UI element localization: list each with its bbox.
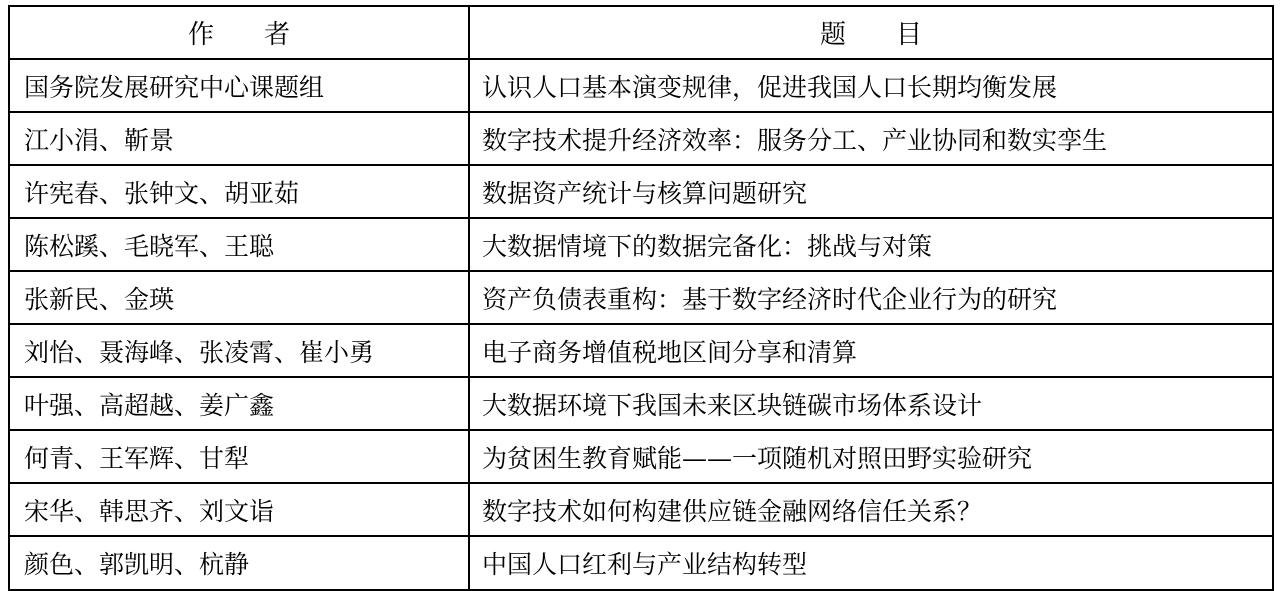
column-header-title [469, 6, 1273, 59]
cell-author: 国务院发展研究中心课题组 [9, 59, 469, 112]
cell-title: 认识人口基本演变规律，促进我国人口长期均衡发展 [469, 59, 1273, 112]
articles-table [8, 5, 1274, 591]
cell-title: 大数据环境下我国未来区块链碳市场体系设计 [469, 377, 1273, 430]
cell-title: 数字技术提升经济效率：服务分工、产业协同和数实孪生 [469, 112, 1273, 165]
column-header-author-label: 作 者 [187, 20, 302, 50]
cell-author: 张新民、金瑛 [9, 271, 469, 324]
cell-title: 大数据情境下的数据完备化：挑战与对策 [469, 218, 1273, 271]
cell-title: 电子商务增值税地区间分享和清算 [469, 324, 1273, 377]
cell-title: 资产负债表重构：基于数字经济时代企业行为的研究 [469, 271, 1273, 324]
cell-title: 数据资产统计与核算问题研究 [469, 165, 1273, 218]
table-row [9, 377, 1273, 430]
cell-author: 颜色、郭凯明、杭静 [9, 536, 469, 590]
table-row [9, 165, 1273, 218]
table-row [9, 430, 1273, 483]
cell-title: 为贫困生教育赋能——一项随机对照田野实验研究 [469, 430, 1273, 483]
cell-author: 陈松蹊、毛晓军、王聪 [9, 218, 469, 271]
cell-author: 叶强、高超越、姜广鑫 [9, 377, 469, 430]
table-row [9, 324, 1273, 377]
cell-author: 何青、王军辉、甘犁 [9, 430, 469, 483]
cell-title: 数字技术如何构建供应链金融网络信任关系？ [469, 483, 1273, 536]
column-header-title-label: 题 目 [819, 20, 934, 50]
table-row [9, 271, 1273, 324]
cell-title: 中国人口红利与产业结构转型 [469, 536, 1273, 590]
cell-author: 江小涓、靳景 [9, 112, 469, 165]
table-body [9, 59, 1273, 590]
table-row [9, 536, 1273, 590]
table-row [9, 59, 1273, 112]
table-header [9, 6, 1273, 59]
cell-author: 许宪春、张钟文、胡亚茹 [9, 165, 469, 218]
table-row [9, 218, 1273, 271]
table-row [9, 483, 1273, 536]
cell-author: 宋华、韩思齐、刘文诣 [9, 483, 469, 536]
column-header-author [9, 6, 469, 59]
table-row [9, 112, 1273, 165]
cell-author: 刘怡、聂海峰、张凌霄、崔小勇 [9, 324, 469, 377]
table-header-row [9, 6, 1273, 59]
